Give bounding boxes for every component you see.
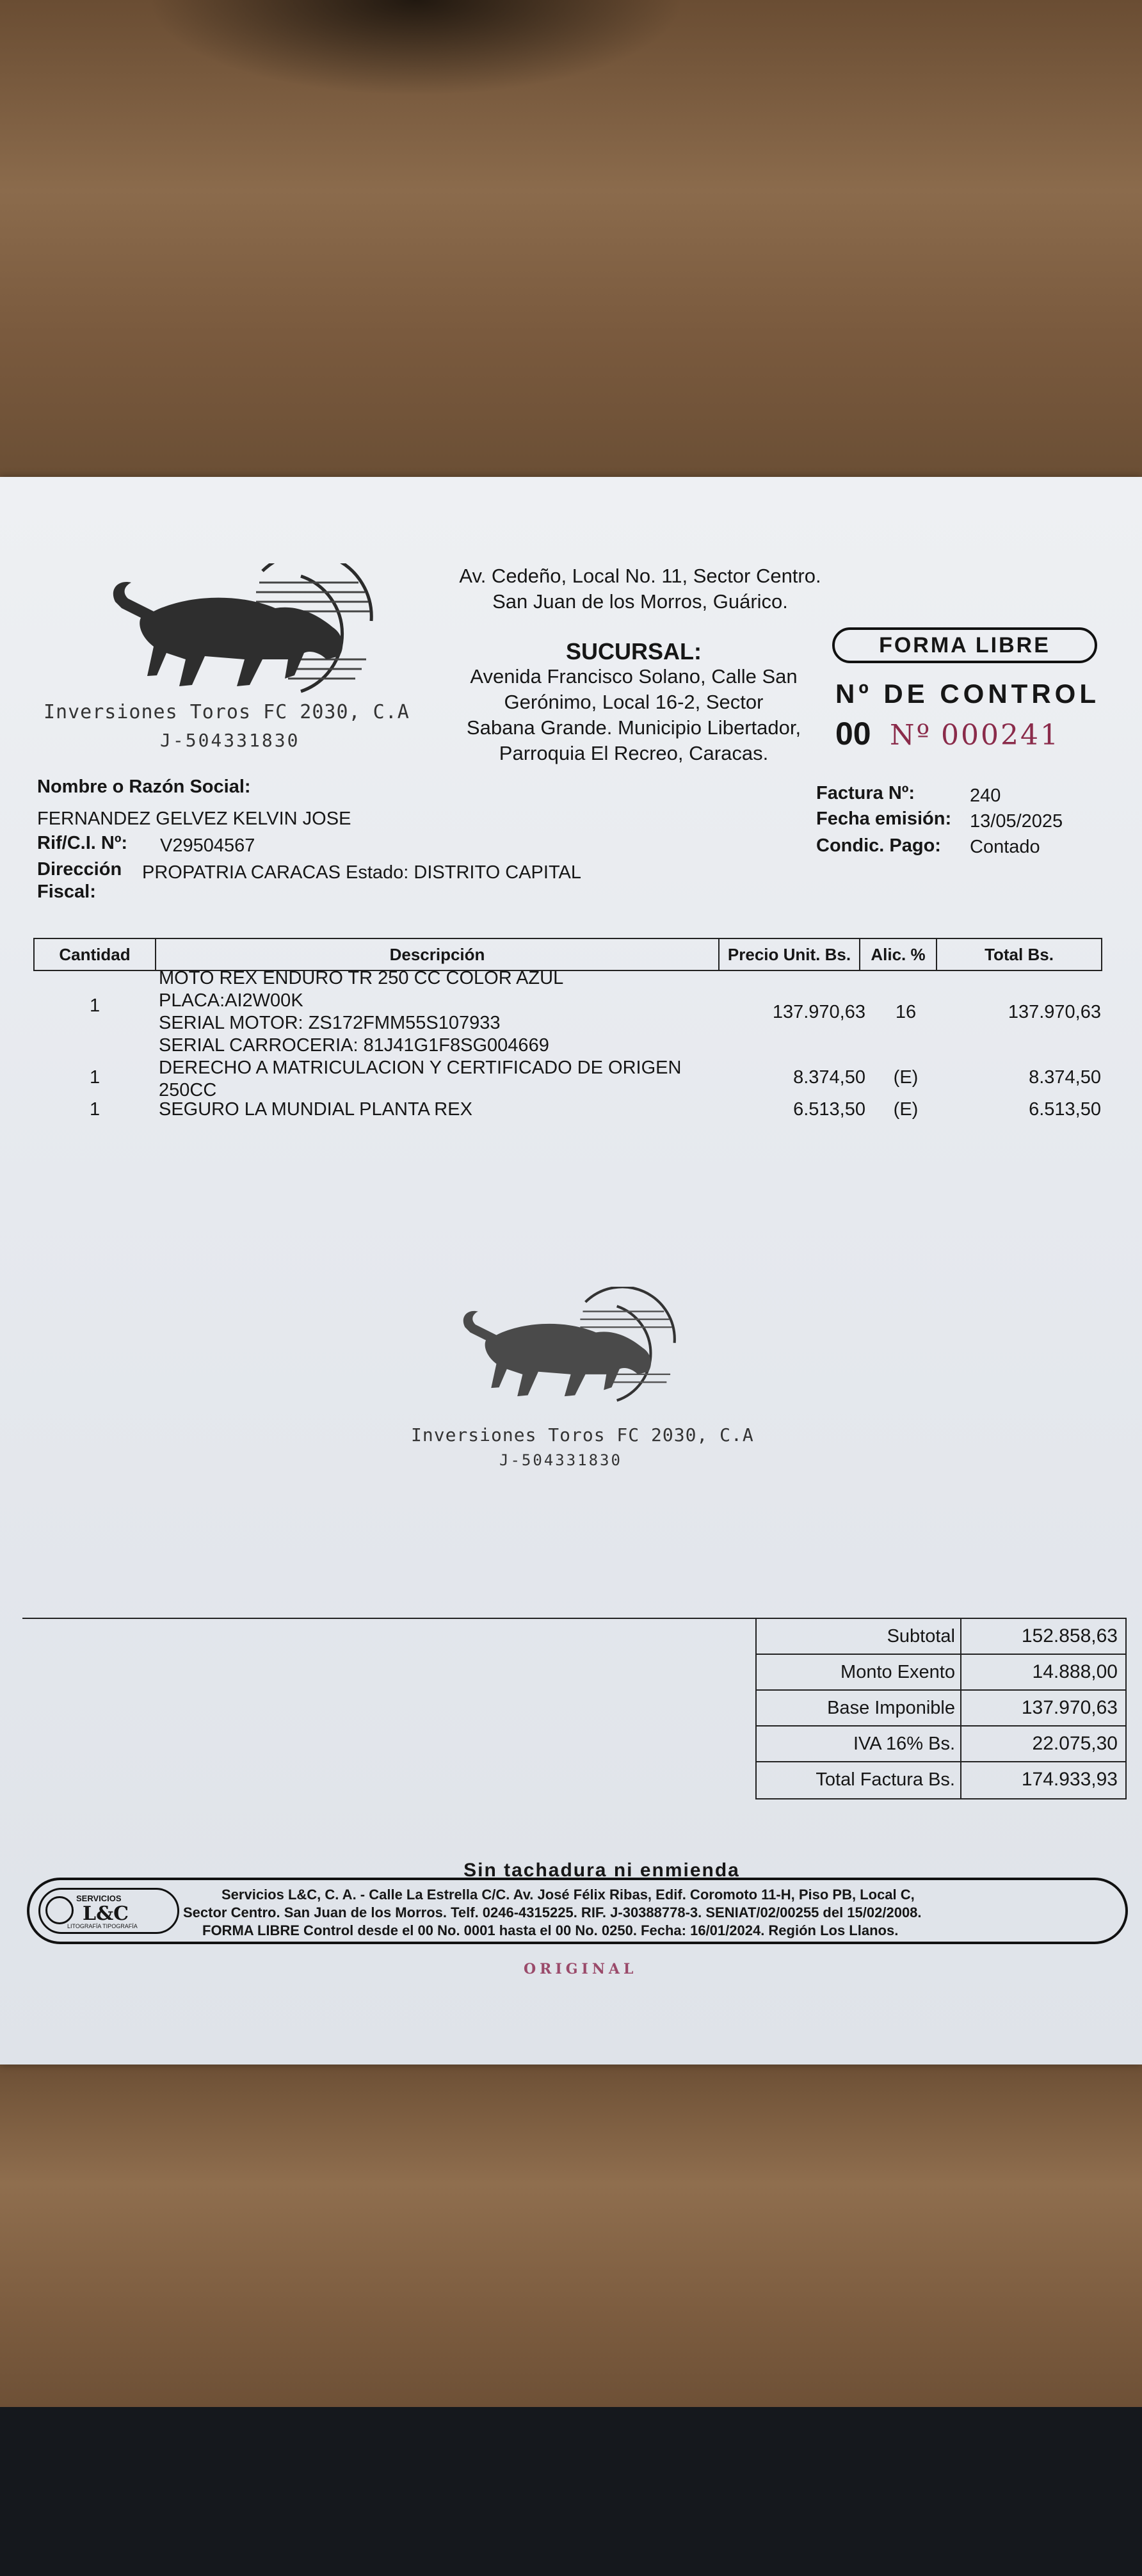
client-address-label-2: Fiscal: [37, 881, 96, 902]
row2-price: 8.374,50 [793, 1067, 865, 1088]
row2-rate: (E) [893, 1067, 919, 1088]
dark-floor [0, 2407, 1142, 2576]
company-name: Inversiones Toros FC 2030, C.A [44, 701, 410, 723]
row1-desc-2: PLACA:AI2W00K [159, 990, 303, 1011]
iva-label: IVA 16% Bs. [757, 1727, 961, 1761]
row1-desc-1: MOTO REX ENDURO TR 250 CC COLOR AZUL [159, 968, 564, 988]
invoice-number: 240 [970, 785, 1001, 806]
divider-line [22, 1618, 759, 1619]
client-address-label: Dirección [37, 859, 122, 880]
client-rif: V29504567 [160, 835, 255, 856]
printer-footer-box [27, 1878, 1128, 1944]
company-address-line2: San Juan de los Morros, Guárico. [492, 590, 788, 613]
base-label: Base Imponible [757, 1691, 961, 1725]
watermark-company-name: Inversiones Toros FC 2030, C.A [411, 1424, 754, 1445]
col-desc: Descripción [156, 939, 720, 970]
subtotal-value: 152.858,63 [1021, 1625, 1118, 1646]
row1-desc-4: SERIAL CARROCERIA: 81J41G1F8SG004669 [159, 1035, 549, 1056]
row3-rate: (E) [893, 1099, 919, 1120]
control-title: Nº DE CONTROL [835, 679, 1100, 709]
client-rif-label: Rif/C.I. Nº: [37, 833, 128, 853]
branch-line1: Avenida Francisco Solano, Calle San [470, 665, 798, 688]
invoice-paper [0, 477, 1142, 2065]
original-stamp: ORIGINAL [524, 1961, 638, 1977]
control-series: 00 [835, 716, 871, 752]
exento-value: 14.888,00 [1032, 1661, 1118, 1682]
invoice-payment: Contado [970, 837, 1040, 857]
row3-total: 6.513,50 [1029, 1099, 1101, 1120]
subtotal-row [757, 1619, 1125, 1655]
hand-shadow [147, 0, 685, 96]
row3-qty: 1 [90, 1099, 101, 1120]
col-total: Total Bs. [985, 945, 1054, 964]
forma-libre-badge: FORMA LIBRE [832, 627, 1097, 663]
total-value: 174.933,93 [1021, 1769, 1118, 1790]
col-qty: Cantidad [35, 939, 156, 970]
branch-line2: Gerónimo, Local 16-2, Sector [504, 691, 764, 713]
iva-row [757, 1727, 1125, 1762]
totals-box [755, 1618, 1127, 1799]
invoice-number-label: Factura Nº: [816, 783, 915, 803]
base-value: 137.970,63 [1021, 1697, 1118, 1718]
printer-logo-servicios: SERVICIOS [76, 1894, 122, 1903]
invoice-payment-label: Condic. Pago: [816, 835, 941, 856]
client-name-label: Nombre o Razón Social: [37, 777, 251, 797]
invoice-date: 13/05/2025 [970, 811, 1063, 832]
row1-qty: 1 [90, 995, 101, 1016]
col-rate: Alic. % [860, 939, 937, 970]
wood-table-bottom [0, 2058, 1142, 2417]
row2-desc-2: 250CC [159, 1080, 217, 1100]
row1-price: 137.970,63 [772, 1002, 865, 1022]
base-row [757, 1691, 1125, 1727]
row1-total: 137.970,63 [1008, 1002, 1101, 1022]
company-address-line1: Av. Cedeño, Local No. 11, Sector Centro. [459, 565, 821, 587]
iva-value: 22.075,30 [1032, 1733, 1118, 1754]
footer-line2: Sector Centro. San Juan de los Morros. Telf. 0246-4315225. RIF. J-30388778-3. SENIAT/02/00255 del 15/02/2008. [183, 1904, 922, 1920]
row1-rate: 16 [895, 1002, 917, 1022]
client-address: PROPATRIA CARACAS Estado: DISTRITO CAPITAL [142, 862, 581, 883]
bull-logo-icon [102, 563, 384, 698]
footer-line1: Servicios L&C, C. A. - Calle La Estrella C/C. Av. José Félix Ribas, Edif. Coromoto 11-H, Piso PB, Local C, [221, 1887, 915, 1903]
branch-line4: Parroquia El Recreo, Caracas. [499, 742, 769, 764]
no-erasure-notice: Sin tachadura ni enmienda [463, 1860, 740, 1881]
exento-row [757, 1655, 1125, 1691]
row3-desc-1: SEGURO LA MUNDIAL PLANTA REX [159, 1099, 472, 1120]
row2-desc-1: DERECHO A MATRICULACION Y CERTIFICADO DE ORIGEN [159, 1058, 682, 1078]
printer-logo-circle-icon [45, 1896, 74, 1924]
printer-logo-lc: L&C [83, 1903, 129, 1925]
branch-line3: Sabana Grande. Municipio Libertador, [466, 716, 801, 739]
subtotal-label: Subtotal [757, 1619, 961, 1654]
col-price: Precio Unit. Bs. [720, 939, 860, 970]
client-name: FERNANDEZ GELVEZ KELVIN JOSE [37, 809, 351, 829]
watermark-company-rif: J-504331830 [499, 1451, 622, 1469]
invoice-date-label: Fecha emisión: [816, 809, 952, 829]
control-number: 000241 [941, 719, 1060, 752]
footer-line3: FORMA LIBRE Control desde el 00 No. 0001 hasta el 00 No. 0250. Fecha: 16/01/2024. Región Los Llanos. [202, 1922, 899, 1938]
control-no-label: Nº [890, 719, 932, 752]
company-rif: J-504331830 [160, 730, 300, 751]
bull-watermark-icon [454, 1287, 685, 1415]
row1-desc-3: SERIAL MOTOR: ZS172FMM55S107933 [159, 1013, 501, 1033]
row2-total: 8.374,50 [1029, 1067, 1101, 1088]
exento-label: Monto Exento [757, 1655, 961, 1689]
total-row [757, 1762, 1125, 1798]
printer-logo-tipografia: LITOGRAFÍA TIPOGRAFÍA [67, 1923, 138, 1929]
row3-price: 6.513,50 [793, 1099, 865, 1120]
printer-logo [38, 1888, 179, 1934]
row2-qty: 1 [90, 1067, 101, 1088]
branch-title: SUCURSAL: [566, 638, 702, 664]
total-label: Total Factura Bs. [757, 1762, 961, 1798]
